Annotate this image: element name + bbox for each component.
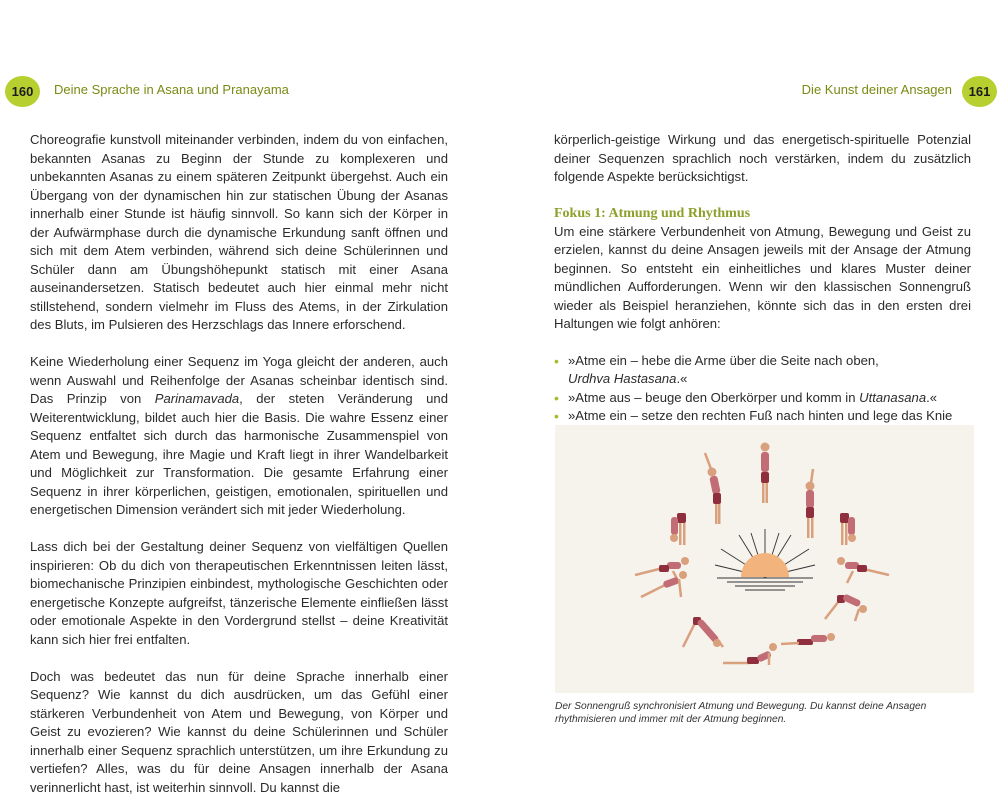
running-title-left: Deine Sprache in Asana und Pranayama [54, 82, 289, 97]
yoga-figure-downward-dog [825, 593, 867, 621]
yoga-figure-upward-salute [705, 453, 721, 524]
sun-salutation-graphic [555, 425, 974, 693]
horizon-lines [717, 578, 813, 590]
paragraph: Lass dich bei der Gestaltung deiner Sequenz von vielfältigen Quellen inspirieren: Ob du dich von therapeutischen Erkenntnissen leiten lässt, biomechanische Prinzipien einbindest, mythologische Geschichten oder energetische Konzepte aufgreifst, tänzerische Elemente einfließen lässt oder emotionale Aspekte in den Vordergrund stellst – deine Kreativität kann sich hier frei entfalten. [30, 539, 448, 647]
list-item [554, 352, 971, 389]
left-page-body [30, 131, 448, 797]
paragraph: Choreografie kunstvoll miteinander verbinden, indem du von einfachen, bekannten Asanas zu Beginn der Stunde zu komplexeren und unbekannten Asanas zu einem späteren Zeitpunkt übergehst. Auch ein Übergang von der dynamischen hin zur statischen Übung der Asanas innerhalb einer Stunde ist häufig sinnvoll. So kann sich der Körper in der Aufwärmphase durch die dynamische Erkundung sanft öffnen und sich mit dem Atem verbinden, während sich deine Schülerinnen und Schüler dann am Übungshöhepunkt statisch mit einer Asana auseinandersetzen. Statisch bedeutet auch hier einmal mehr nicht stillstehend, sondern vielmehr im Fluss des Atems, in der Zirkulation des Bluts, im Pulsieren des Herzschlags das Innere erforschend. [30, 132, 448, 332]
right-page-body [554, 131, 971, 463]
running-title-right: Die Kunst deiner Ansagen [801, 82, 952, 97]
yoga-figure-forward-fold-return [840, 513, 856, 545]
page-number-badge-left: 160 [5, 76, 40, 107]
yoga-figure-cobra [723, 643, 777, 665]
yoga-figure-forward-fold [670, 513, 686, 545]
yoga-figure-low-lunge [635, 557, 689, 583]
page-number-badge-right: 161 [962, 76, 997, 107]
section-heading: Fokus 1: Atmung und Rhythmus [554, 205, 751, 221]
sun-salutation-illustration [555, 425, 974, 693]
yoga-figure-downward-dog-left [683, 617, 723, 647]
text-span: , der steten Veränderung und Weiterentwicklung, bildet auch hier die Basis. Die wahre Essenz einer Sequenz entfaltet sich durch das harmonische Zusammenspiel von Atem und Bewegung, ihre Magie und Kraft liegt in ihrer Wandelbarkeit und Möglichkeit zur Transformation. Die gesamte Erfahrung einer Sequenz in ihrer körperlichen, geistigen, emotionalen, spirituellen und energetischen Dimension verändert sich mit jeder Wiederholung. [30, 391, 448, 517]
sun-icon [741, 553, 789, 577]
text-span: »Atme ein – setze den rechten Fuß nach hinten und lege das Knie [568, 408, 953, 423]
yoga-figure-upward-salute-return [806, 469, 815, 538]
yoga-figure-eight-limbed-pose [781, 633, 835, 645]
figure-caption: Der Sonnengruß synchronisiert Atmung und Bewegung. Du kannst deine Ansagen rhythmisieren und immer mit der Atmung beginnen. [555, 701, 927, 725]
paragraph [30, 353, 448, 520]
sanskrit-term: Parinamavada [154, 391, 240, 406]
sanskrit-term: Urdhva Hastasana [568, 371, 677, 386]
list-item [554, 389, 971, 408]
yoga-figure-plank [641, 571, 687, 597]
paragraph: körperlich-geistige Wirkung und das energetisch-spirituelle Potenzial deiner Sequenzen sprachlich noch verstärken, indem du zusätzlich folgende Aspekte berücksichtigst. [554, 132, 971, 184]
paragraph: Doch was bedeutet das nun für deine Sprache innerhalb einer Sequenz? Wie kannst du dich ausdrücken, um das Gefühl einer stärkeren Verbundenheit von Atem und Bewegung, von Körper und Geist zu evozieren? Wie kannst du deine Schülerinnen und Schüler innerhalb einer Sequenz sprachlich unterstützen, um ihre Erkundung zu vertiefen? Alles, was du für deine Ansagen innerhalb der Asana verinnerlicht hast, ist weiterhin sinnvoll. Du kannst die [30, 668, 448, 795]
text-span: »Atme ein – hebe die Arme über die Seite nach oben, [568, 352, 879, 368]
text-span: »Atme aus – beuge den Oberkörper und komm in [568, 389, 860, 405]
text-span: .« [926, 389, 938, 405]
yoga-figure-low-lunge-return [837, 557, 889, 583]
text-span: Keine Wiederholung einer Sequenz im Yoga gleicht der anderen, auch wenn Auswahl und Reihenfolge der Asanas scheinbar identisch sind. Das Prinzip von [30, 354, 448, 406]
yoga-figure-mountain-pose [761, 443, 770, 504]
text-span: .« [676, 371, 688, 386]
sanskrit-term: Uttanasana [859, 389, 927, 405]
paragraph: Um eine stärkere Verbundenheit von Atmung, Bewegung und Geist zu erzielen, kannst du deine Ansagen jeweils mit der Ansage der Atmung beginnen. So entsteht ein einheitliches und klares Muster deiner mündlichen Aufforderungen. Wenn wir den klassischen Sonnengruß wieder als Beispiel heranziehen, könnte sich das in den ersten drei Haltungen wie folgt anhören: [554, 223, 971, 331]
